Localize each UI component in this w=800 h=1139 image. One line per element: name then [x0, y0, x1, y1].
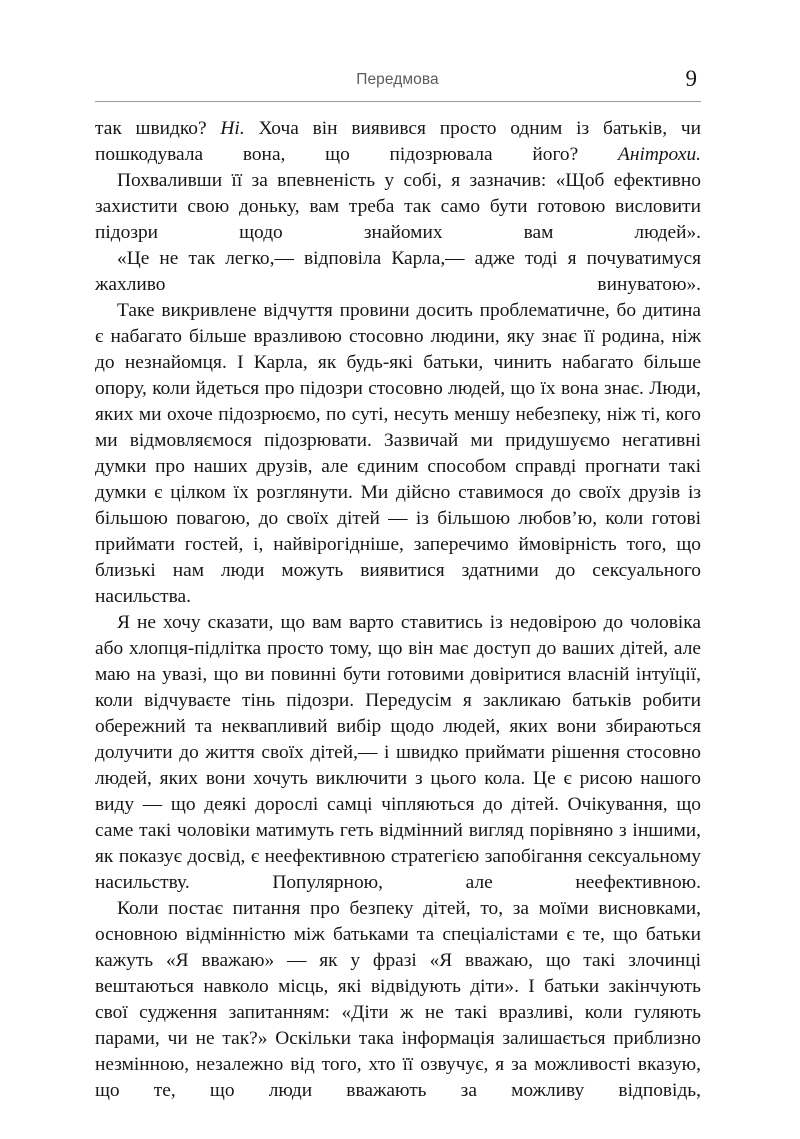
- body-text: Хоча він виявився просто одним із батьків, чи пошкодувала вона, що підозрювала його?: [95, 118, 701, 165]
- paragraph: [95, 896, 701, 1104]
- body-text: Я не хочу сказати, що вам варто ставитись із недовірою до чоловіка або хлопця-підлітка просто тому, що він має доступ до ваших дітей, але маю на увазі, що ви повинні бути готовими довіритися власній інтуїції, коли відчуваєте тінь підозри. Передусім я закликаю батьків робити обережний та неквапливий вибір щодо людей, яких вони збираються долучити до життя своїх дітей,— і швидко приймати рішення стосовно людей, яких вони хочуть виключити з цього кола. Це є рисою нашого виду — що деякі дорослі самці чіпляються до дітей. Очікування, що саме такі чоловіки матимуть геть відмінний вигляд порівняно з іншими, як показує досвід, є неефективною стратегією запобігання сексуальному насильству. Популярною, але неефективною.: [95, 612, 701, 893]
- running-head-title: Передмова: [356, 71, 439, 88]
- body-text: так швидко?: [95, 118, 221, 139]
- emphasis-text: Анітрохи.: [617, 144, 701, 165]
- body-text: Таке викривлене відчуття провини досить проблематичне, бо дитина є набагато більше вразливою стосовно людини, яку знає її родина, ніж до незнайомця. І Карла, як будь-які батьки, чинить набагато більше опору, коли йдеться про підозри стосовно людей, що їх вона знає. Люди, яких ми охоче підозрюємо, по суті, несуть меншу небезпеку, ніж ті, кого ми відмовляємося підозрювати. Зазвичай ми придушуємо негативні думки про наших друзів, але єдиним способом справді прогнати такі думки є цілком їх розглянути. Ми дійсно ставимося до своїх друзів із більшою повагою, до своїх дітей — із більшою любов’ю, коли готові приймати гостей, і, найвірогідніше, заперечимо ймовірність того, що близькі нам люди можуть виявитися здатними до сексуального насильства.: [95, 300, 701, 607]
- paragraph: [95, 116, 701, 168]
- paragraph: [95, 298, 701, 610]
- emphasis-text: Ні.: [220, 118, 245, 139]
- paragraph: [95, 168, 701, 246]
- page-number: 9: [685, 66, 697, 91]
- paragraph: [95, 610, 701, 896]
- running-head: [95, 66, 700, 100]
- body-text: Коли постає питання про безпеку дітей, то, за моїми висновками, основною відмінністю між батьками та спеціалістами є те, що батьки кажуть «Я вважаю» — як у фразі «Я вважаю, що такі злочинці вештаються навколо місць, які відвідують діти». І батьки закінчують свої судження запитанням: «Діти ж не такі вразливі, коли гуляють парами, чи не так?» Оскільки така інформація залишається приблизно незмінною, незалежно від того, хто її озвучує, я за можливості вказую, що те, що люди вважають за можливу відповідь,: [95, 898, 701, 1101]
- body-text: Похваливши її за впевненість у собі, я зазначив: «Щоб ефективно захистити свою доньку, вам треба так само бути готовою висловити підозри щодо знайомих вам людей».: [95, 170, 701, 243]
- paragraph: [95, 246, 701, 298]
- body-text: «Це не так легко,— відповіла Карла,— адже тоді я почуватимуся жахливо винуватою».: [95, 248, 701, 295]
- body-text-block: [95, 116, 701, 1104]
- header-rule: [95, 101, 701, 102]
